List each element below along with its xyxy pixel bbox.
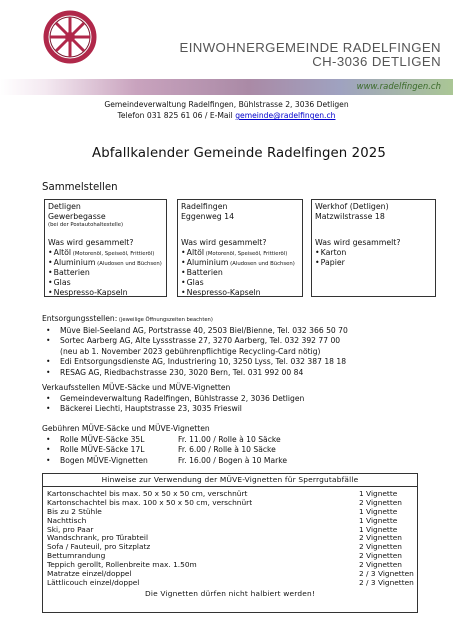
box-line1: Radelfingen — [181, 202, 228, 211]
list-item: • Nespresso-Kapseln — [181, 288, 299, 298]
box-line1: Detligen — [48, 202, 81, 211]
box-question: Was wird gesammelt? — [315, 238, 401, 247]
org-line-1: EINWOHNERGEMEINDE RADELFINGEN — [179, 40, 441, 55]
box-question: Was wird gesammelt? — [48, 238, 134, 247]
list-item: • Glas — [48, 278, 163, 288]
list-item: • Altöl (Motorenöl, Speiseöl, Frittieröl) — [181, 248, 299, 258]
box-line2: Eggenweg 14 — [181, 212, 235, 221]
table-row: Lättlicouch einzel/doppel 2 / 3 Vignetten — [47, 577, 414, 587]
address-line: Gemeindeverwaltung Radelfingen, Bühlstrasse 2, 3036 Detligen — [104, 100, 349, 109]
list-item: • Aluminium (Aludosen und Büchsen) — [48, 258, 163, 268]
list-item: • Karton — [315, 248, 432, 258]
list-item: • Glas — [181, 278, 299, 288]
table-row: Matratze einzel/doppel 2 / 3 Vignetten — [47, 569, 414, 579]
table-row: Sofa / Fauteuil, pro Sitzplatz 2 Vignetten — [47, 542, 402, 552]
list-item: • Nespresso-Kapseln — [48, 288, 163, 298]
collection-point-radelfingen — [177, 199, 303, 297]
contact-line — [0, 110, 453, 121]
list-item: • Edi Entsorgungsdienste AG, Industriering 10, 3250 Lyss, Tel. 032 387 18 18 — [46, 357, 347, 366]
list-item: • Aluminium (Aludosen und Büchsen) — [181, 258, 299, 268]
table-row: Kartonschachtel bis max. 100 x 50 x 50 cm, verschnürt 2 Vignetten — [47, 497, 402, 507]
table-row: Bettumrandung 2 Vignetten — [47, 551, 402, 561]
phone-text: Telefon 031 825 61 06 / E-Mail — [117, 111, 236, 120]
sales-heading: Verkaufsstellen MÜVE-Säcke und MÜVE-Vignetten — [42, 383, 231, 392]
table-row: Wandschrank, pro Türabteil 2 Vignetten — [47, 533, 402, 543]
list-item: • Altöl (Motorenöl, Speiseöl, Frittieröl) — [48, 248, 163, 258]
fee-row: • Rolle MÜVE-Säcke 17L Fr. 6.00 / Rolle à 10 Säcke — [46, 445, 276, 454]
sales-section — [42, 383, 442, 415]
box-line2: Matzwilstrasse 18 — [315, 212, 385, 221]
list-note: (neu ab 1. November 2023 gebührenpflichtige Recycling-Card nötig) — [60, 346, 321, 356]
list-item: • RESAG AG, Riedbachstrasse 230, 3020 Bern, Tel. 031 992 00 84 — [46, 367, 304, 377]
list-item: • Müve Biel-Seeland AG, Portstrasse 40, 2503 Biel/Bienne, Tel. 032 366 50 70 — [46, 325, 348, 335]
vignette-table — [42, 473, 418, 613]
box-line1: Werkhof (Detligen) — [315, 202, 389, 211]
collection-point-detligen — [44, 199, 167, 297]
disposal-section — [42, 314, 442, 378]
page-title: Abfallkalender Gemeinde Radelfingen 2025 — [92, 146, 386, 161]
org-line-2: CH-3036 DETLIGEN — [312, 54, 441, 69]
box-question: Was wird gesammelt? — [181, 238, 267, 247]
table-row: Bis zu 2 Stühle 1 Vignette — [47, 506, 398, 516]
fees-section — [42, 424, 442, 466]
list-item: • Bäckerei Liechti, Hauptstrasse 23, 3035 Frieswil — [46, 404, 242, 413]
list-item: • Sortec Aarberg AG, Alte Lyssstrasse 27, 3270 Aarberg, Tel. 032 392 77 00 — [46, 336, 341, 345]
wagon-wheel-logo — [43, 10, 97, 64]
fee-row: • Rolle MÜVE-Säcke 35L Fr. 11.00 / Rolle à 10 Säcke — [46, 434, 281, 444]
table-row: Kartonschachtel bis max. 50 x 50 x 50 cm, verschnürt 1 Vignette — [47, 489, 398, 498]
table-row: Nachttisch 1 Vignette — [47, 515, 398, 525]
fee-row: • Bogen MÜVE-Vignetten Fr. 16.00 / Bogen à 10 Marke — [46, 455, 288, 465]
list-item: • Papier — [315, 258, 432, 268]
section-heading-sammelstellen: Sammelstellen — [42, 182, 118, 193]
box-note: (bei der Postautohaltestelle) — [48, 222, 124, 228]
table-row: Teppich gerollt, Rollenbreite max. 1.50m 2 Vignetten — [47, 560, 402, 570]
vignette-footer-note: Die Vignetten dürfen nicht halbiert werden! — [144, 588, 316, 598]
list-item: • Batterien — [48, 268, 163, 278]
fees-heading: Gebühren MÜVE-Säcke und MÜVE-Vignetten — [42, 424, 210, 433]
municipality-name — [180, 41, 441, 69]
disposal-heading: Entsorgungsstellen: (jeweilige Öffnungszeiten beachten) — [42, 314, 213, 323]
table-row: Ski, pro Paar 1 Vignette — [47, 524, 398, 534]
collection-point-werkhof — [311, 199, 436, 297]
vignette-table-heading: Hinweise zur Verwendung der MÜVE-Vignetten für Sperrgutabfälle — [43, 474, 417, 487]
website-url[interactable]: www.radelfingen.ch — [356, 82, 441, 92]
email-link[interactable]: gemeinde@radelfingen.ch — [235, 111, 336, 120]
box-line2: Gewerbegasse — [48, 212, 106, 221]
list-item: • Gemeindeverwaltung Radelfingen, Bühlstrasse 2, 3036 Detligen — [46, 393, 305, 403]
list-item: • Batterien — [181, 268, 299, 278]
